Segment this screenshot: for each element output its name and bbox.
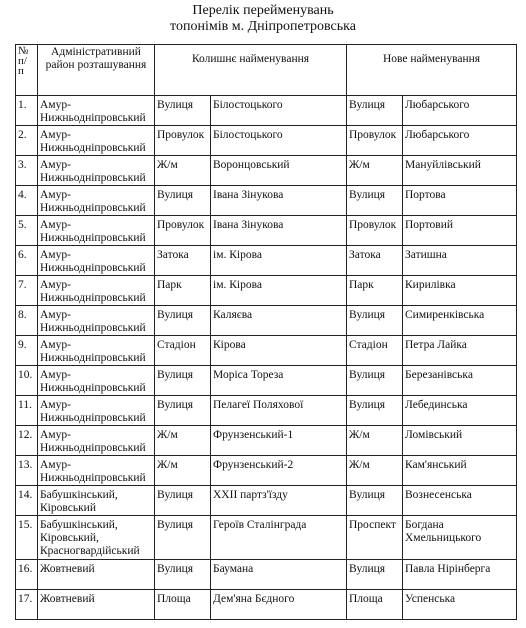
- row-district: Амур-Нижньодніпровський: [38, 96, 155, 126]
- table-row: [16, 396, 517, 426]
- row-old-type: Провулок: [155, 126, 211, 156]
- row-district: Бабушкінський, Кіровський, Красногвардійський: [38, 516, 155, 560]
- row-number: 15.: [16, 516, 38, 560]
- row-district: Амур-Нижньодніпровський: [38, 426, 155, 456]
- row-district: Амур-Нижньодніпровський: [38, 336, 155, 366]
- row-district: Жовтневий: [38, 590, 155, 620]
- row-new-name: Богдана Хмельницького: [403, 516, 517, 560]
- row-new-type: Вулиця: [347, 186, 403, 216]
- row-new-name: Портова: [403, 186, 517, 216]
- table-row: [16, 366, 517, 396]
- row-number: 7.: [16, 276, 38, 306]
- row-old-name: Баумана: [211, 560, 347, 590]
- title-line-1: Перелік перейменувань: [192, 3, 334, 18]
- row-old-name: Фрунзенський-1: [211, 426, 347, 456]
- row-old-name: XXII партз'їзду: [211, 486, 347, 516]
- header-new-name: Нове найменування: [347, 45, 517, 96]
- row-number: 11.: [16, 396, 38, 426]
- document-title: [0, 3, 526, 35]
- row-old-name: ім. Кірова: [211, 246, 347, 276]
- table-header-row: [16, 45, 517, 96]
- row-new-type: Вулиця: [347, 560, 403, 590]
- row-old-type: Вулиця: [155, 96, 211, 126]
- row-new-name: Павла Нірінберга: [403, 560, 517, 590]
- row-old-type: Вулиця: [155, 306, 211, 336]
- row-district: Амур-Нижньодніпровський: [38, 246, 155, 276]
- row-old-type: Вулиця: [155, 366, 211, 396]
- row-number: 16.: [16, 560, 38, 590]
- row-new-name: Кам'янський: [403, 456, 517, 486]
- row-new-type: Затока: [347, 246, 403, 276]
- row-number: 8.: [16, 306, 38, 336]
- row-new-type: Ж/м: [347, 426, 403, 456]
- row-old-type: Стадіон: [155, 336, 211, 366]
- row-district: Амур-Нижньодніпровський: [38, 366, 155, 396]
- row-old-type: Парк: [155, 276, 211, 306]
- row-new-name: Успенська: [403, 590, 517, 620]
- row-old-type: Затока: [155, 246, 211, 276]
- row-new-type: Вулиця: [347, 486, 403, 516]
- table-row: [16, 590, 517, 620]
- table-row: [16, 516, 517, 560]
- row-old-type: Площа: [155, 590, 211, 620]
- row-new-name: Кирилівка: [403, 276, 517, 306]
- row-old-name: Героїв Сталінграда: [211, 516, 347, 560]
- row-new-type: Парк: [347, 276, 403, 306]
- row-old-type: Ж/м: [155, 426, 211, 456]
- title-line-2: топонімів м. Дніпропетровська: [170, 19, 356, 34]
- row-old-type: Вулиця: [155, 560, 211, 590]
- row-new-type: Вулиця: [347, 366, 403, 396]
- row-new-name: Петра Лайка: [403, 336, 517, 366]
- row-district: Жовтневий: [38, 560, 155, 590]
- table-row: [16, 486, 517, 516]
- row-new-type: Стадіон: [347, 336, 403, 366]
- row-new-type: Провулок: [347, 216, 403, 246]
- row-district: Амур-Нижньодніпровський: [38, 186, 155, 216]
- row-old-name: Воронцовський: [211, 156, 347, 186]
- table-row: [16, 456, 517, 486]
- row-district: Амур-Нижньодніпровський: [38, 456, 155, 486]
- row-old-type: Вулиця: [155, 516, 211, 560]
- row-new-type: Ж/м: [347, 156, 403, 186]
- row-old-type: Провулок: [155, 216, 211, 246]
- table-body: [16, 96, 517, 620]
- row-number: 17.: [16, 590, 38, 620]
- row-old-name: Фрунзенський-2: [211, 456, 347, 486]
- row-new-type: Провулок: [347, 126, 403, 156]
- row-old-name: Дем'яна Бєдного: [211, 590, 347, 620]
- row-old-name: ім. Кірова: [211, 276, 347, 306]
- header-old-name: Колишнє найменування: [155, 45, 347, 96]
- row-old-name: Білостоцького: [211, 96, 347, 126]
- table-row: [16, 126, 517, 156]
- row-new-name: Вознесенська: [403, 486, 517, 516]
- row-district: Бабушкінський, Кіровський: [38, 486, 155, 516]
- table-row: [16, 186, 517, 216]
- row-old-name: Кірова: [211, 336, 347, 366]
- row-number: 9.: [16, 336, 38, 366]
- row-number: 1.: [16, 96, 38, 126]
- row-new-type: Вулиця: [347, 96, 403, 126]
- row-old-name: Івана Зінукова: [211, 186, 347, 216]
- row-new-type: Проспект: [347, 516, 403, 560]
- table-row: [16, 246, 517, 276]
- row-district: Амур-Нижньодніпровський: [38, 216, 155, 246]
- table-row: [16, 276, 517, 306]
- row-new-name: Березанівська: [403, 366, 517, 396]
- row-old-name: Івана Зінукова: [211, 216, 347, 246]
- row-new-type: Площа: [347, 590, 403, 620]
- table-row: [16, 156, 517, 186]
- row-old-type: Вулиця: [155, 486, 211, 516]
- row-number: 4.: [16, 186, 38, 216]
- row-number: 10.: [16, 366, 38, 396]
- row-old-name: Пелагеї Поляхової: [211, 396, 347, 426]
- row-old-name: Моріса Тореза: [211, 366, 347, 396]
- row-old-name: Каляєва: [211, 306, 347, 336]
- row-new-name: Затишна: [403, 246, 517, 276]
- row-district: Амур-Нижньодніпровський: [38, 156, 155, 186]
- row-new-name: Мануйлівський: [403, 156, 517, 186]
- row-new-name: Ломівський: [403, 426, 517, 456]
- row-new-type: Вулиця: [347, 396, 403, 426]
- row-number: 12.: [16, 426, 38, 456]
- row-old-type: Вулиця: [155, 396, 211, 426]
- table-row: [16, 96, 517, 126]
- row-number: 5.: [16, 216, 38, 246]
- row-new-name: Лебединська: [403, 396, 517, 426]
- row-district: Амур-Нижньодніпровський: [38, 276, 155, 306]
- table-row: [16, 216, 517, 246]
- row-district: Амур-Нижньодніпровський: [38, 306, 155, 336]
- table-row: [16, 426, 517, 456]
- row-new-name: Любарського: [403, 126, 517, 156]
- row-new-type: Вулиця: [347, 306, 403, 336]
- row-old-type: Вулиця: [155, 186, 211, 216]
- row-number: 13.: [16, 456, 38, 486]
- header-number: № п/ п: [16, 45, 38, 96]
- row-number: 14.: [16, 486, 38, 516]
- header-district: Адміністративний район розташування: [38, 45, 155, 96]
- table-row: [16, 306, 517, 336]
- row-number: 6.: [16, 246, 38, 276]
- row-district: Амур-Нижньодніпровський: [38, 126, 155, 156]
- row-new-name: Портовий: [403, 216, 517, 246]
- row-old-type: Ж/м: [155, 156, 211, 186]
- row-number: 3.: [16, 156, 38, 186]
- table-row: [16, 336, 517, 366]
- renaming-table: [15, 44, 517, 620]
- row-new-name: Симиренківська: [403, 306, 517, 336]
- row-district: Амур-Нижньодніпровський: [38, 396, 155, 426]
- row-new-type: Ж/м: [347, 456, 403, 486]
- row-number: 2.: [16, 126, 38, 156]
- table-row: [16, 560, 517, 590]
- row-new-name: Любарського: [403, 96, 517, 126]
- row-old-name: Білостоцького: [211, 126, 347, 156]
- row-old-type: Ж/м: [155, 456, 211, 486]
